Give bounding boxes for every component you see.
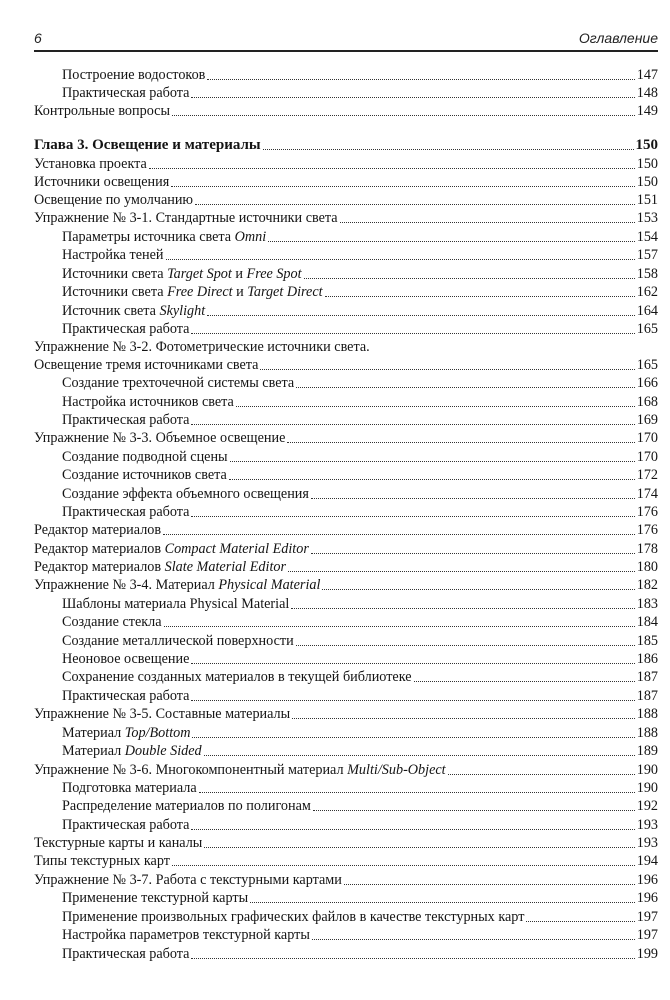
toc-entry-page: 147 <box>636 67 658 83</box>
toc-entry-title: Построение водостоков <box>62 67 206 83</box>
dot-leader <box>191 663 634 664</box>
dot-leader <box>191 97 634 98</box>
dot-leader <box>296 645 635 646</box>
toc-chapter-heading <box>34 136 658 154</box>
toc-entry-title: Упражнение № 3-3. Объемное освещение <box>34 430 286 446</box>
dot-leader <box>204 847 634 848</box>
dot-leader <box>191 829 634 830</box>
toc-entry-page: 170 <box>636 430 658 446</box>
toc-entry-page: 174 <box>636 486 658 502</box>
toc-entry-title: Практическая работа <box>62 504 190 520</box>
toc-entry-page: 151 <box>636 192 658 208</box>
toc-entry-page: 188 <box>636 706 658 722</box>
toc-entry-page: 165 <box>636 321 658 337</box>
toc-entry-title: Практическая работа <box>62 688 190 704</box>
dot-leader <box>322 589 634 590</box>
toc-entry-title: Материал Top/Bottom <box>62 725 191 741</box>
toc-entry <box>34 320 658 338</box>
dot-leader <box>288 571 635 572</box>
page-header <box>34 22 658 52</box>
toc-entry <box>34 84 658 102</box>
toc-entry-title: Создание стекла <box>62 614 162 630</box>
dot-leader <box>195 204 635 205</box>
toc-entry-page: 169 <box>636 412 658 428</box>
toc-entry <box>34 742 658 760</box>
toc-entry <box>34 650 658 668</box>
toc-entry-page: 194 <box>636 853 658 869</box>
dot-leader <box>207 79 634 80</box>
toc-entry-title: Источники освещения <box>34 174 170 190</box>
toc-entry <box>34 155 658 173</box>
toc-entry <box>34 871 658 889</box>
toc-entry-page: 185 <box>636 633 658 649</box>
toc-entry-title: Шаблоны материала Physical Material <box>62 596 290 612</box>
toc-entry <box>34 834 658 852</box>
toc-entry-title: Освещение тремя источниками света <box>34 357 259 373</box>
toc-entry <box>34 338 658 356</box>
toc-entry-title: Неоновое освещение <box>62 651 190 667</box>
toc-entry <box>34 945 658 963</box>
toc-entry-page: 190 <box>636 780 658 796</box>
dot-leader <box>268 241 635 242</box>
dot-leader <box>313 810 635 811</box>
dot-leader <box>192 737 634 738</box>
dot-leader <box>311 498 635 499</box>
toc-entry <box>34 374 658 392</box>
toc-entry <box>34 521 658 539</box>
dot-leader <box>260 369 634 370</box>
toc-entry <box>34 705 658 723</box>
dot-leader <box>191 424 634 425</box>
toc-entry-page: 197 <box>636 909 658 925</box>
toc-entry-title: Практическая работа <box>62 85 190 101</box>
toc-entry-page: 187 <box>636 669 658 685</box>
toc-entry <box>34 889 658 907</box>
toc-entry-title: Установка проекта <box>34 156 147 172</box>
toc-entry-title: Создание трехточечной системы света <box>62 375 295 391</box>
toc-entry <box>34 816 658 834</box>
dot-leader <box>163 534 635 535</box>
toc-entry-page: 168 <box>636 394 658 410</box>
toc-entry <box>34 173 658 191</box>
toc-entry-title: Практическая работа <box>62 412 190 428</box>
dot-leader <box>263 149 634 150</box>
toc-entry-title: Создание подводной сцены <box>62 449 228 465</box>
toc-entry-title: Создание эффекта объемного освещения <box>62 486 309 502</box>
toc-entry-title: Упражнение № 3-5. Составные материалы <box>34 706 291 722</box>
dot-leader <box>414 681 635 682</box>
toc-entry-title: Упражнение № 3-1. Стандартные источники света <box>34 210 338 226</box>
toc-entry-page: 190 <box>636 762 658 778</box>
toc-entry <box>34 779 658 797</box>
dot-leader <box>172 865 635 866</box>
dot-leader <box>311 553 635 554</box>
toc-entry-title: Упражнение № 3-7. Работа с текстурными картами <box>34 872 342 888</box>
toc-entry-title: Применение произвольных графических файлов в качестве текстурных карт <box>62 909 525 925</box>
toc-entry-page: 182 <box>636 577 658 593</box>
toc-entry <box>34 761 658 779</box>
dot-leader <box>171 186 634 187</box>
toc-entry-page: 157 <box>636 247 658 263</box>
toc-entry <box>34 393 658 411</box>
toc-entry-title: Настройка источников света <box>62 394 234 410</box>
toc-entry-page: 196 <box>636 890 658 906</box>
toc-entry-title: Создание источников света <box>62 467 227 483</box>
toc-entry-page: 197 <box>636 927 658 943</box>
toc-entry-title: Редактор материалов <box>34 522 162 538</box>
toc-entry <box>34 283 658 301</box>
toc-entry <box>34 687 658 705</box>
toc-entry-page: 150 <box>636 174 658 190</box>
dot-leader <box>229 479 635 480</box>
toc-entry-page: 199 <box>636 946 658 962</box>
toc-entry <box>34 668 658 686</box>
toc-entry-page: 154 <box>636 229 658 245</box>
toc-entry-title: Настройка параметров текстурной карты <box>62 927 310 943</box>
toc-entry-title: Практическая работа <box>62 946 190 962</box>
toc-entry-title: Контрольные вопросы <box>34 103 170 119</box>
dot-leader <box>204 755 635 756</box>
toc-entry <box>34 632 658 650</box>
toc-entry-title: Источники света Target Spot и Free Spot <box>62 266 302 282</box>
toc-entry-title: Подготовка материала <box>62 780 197 796</box>
dot-leader <box>172 115 635 116</box>
running-title: Оглавление <box>578 30 658 46</box>
dot-leader <box>191 958 634 959</box>
toc-entry-title: Редактор материалов Compact Material Editor <box>34 541 309 557</box>
toc-entry <box>34 724 658 742</box>
toc-entry-page: 148 <box>636 85 658 101</box>
toc-entry-page: 189 <box>636 743 658 759</box>
toc-entry-page: 178 <box>636 541 658 557</box>
toc-entry <box>34 503 658 521</box>
toc-entry-page: 165 <box>636 357 658 373</box>
dot-leader <box>207 315 635 316</box>
toc-entry <box>34 265 658 283</box>
dot-leader <box>344 884 635 885</box>
dot-leader <box>199 792 635 793</box>
toc-entry <box>34 466 658 484</box>
toc-entry <box>34 797 658 815</box>
toc-entry <box>34 356 658 374</box>
toc-entry-page: 164 <box>636 303 658 319</box>
toc-entry <box>34 228 658 246</box>
toc-entry-title: Практическая работа <box>62 321 190 337</box>
toc-entry-title: Упражнение № 3-6. Многокомпонентный материал Multi/Sub-Object <box>34 762 446 778</box>
toc-entry-page: 187 <box>636 688 658 704</box>
toc-entry <box>34 852 658 870</box>
toc-entry-page: 158 <box>636 266 658 282</box>
dot-leader <box>191 700 634 701</box>
toc-entry-title: Сохранение созданных материалов в текущей библиотеке <box>62 669 412 685</box>
toc-entry-title: Упражнение № 3-2. Фотометрические источники света. <box>34 339 370 355</box>
toc-entry <box>34 926 658 944</box>
toc-entry-page: 176 <box>636 522 658 538</box>
toc-entry-page: 150 <box>636 156 658 172</box>
toc-entry-title: Распределение материалов по полигонам <box>62 798 311 814</box>
header-rule <box>34 50 658 52</box>
toc-entry-page: 192 <box>636 798 658 814</box>
dot-leader <box>292 718 635 719</box>
dot-leader <box>236 406 635 407</box>
toc-entry-page: 188 <box>636 725 658 741</box>
toc-entry <box>34 302 658 320</box>
dot-leader <box>191 516 634 517</box>
dot-leader <box>191 333 634 334</box>
dot-leader <box>166 259 635 260</box>
toc-entry <box>34 485 658 503</box>
toc-entry-title: Глава 3. Освещение и материалы <box>34 137 261 153</box>
toc-entry-page: 196 <box>636 872 658 888</box>
toc-entry-title: Настройка теней <box>62 247 164 263</box>
toc-entry-page: 170 <box>636 449 658 465</box>
dot-leader <box>164 626 635 627</box>
toc-entry-page: 162 <box>636 284 658 300</box>
dot-leader <box>250 902 635 903</box>
toc-entry-title: Текстурные карты и каналы <box>34 835 203 851</box>
dot-leader <box>296 387 635 388</box>
toc-entry <box>34 576 658 594</box>
toc-entry <box>34 66 658 84</box>
toc-entry-page: 149 <box>636 103 658 119</box>
toc-entry-title: Создание металлической поверхности <box>62 633 294 649</box>
toc-entry <box>34 246 658 264</box>
toc-entry <box>34 613 658 631</box>
toc-entry <box>34 558 658 576</box>
toc-entry <box>34 429 658 447</box>
toc-entry-title: Применение текстурной карты <box>62 890 249 906</box>
toc-entry-page: 193 <box>636 835 658 851</box>
toc-entry-page: 183 <box>636 596 658 612</box>
toc-entry-page: 184 <box>636 614 658 630</box>
dot-leader <box>230 461 635 462</box>
dot-leader <box>448 774 635 775</box>
toc-entry-page: 186 <box>636 651 658 667</box>
dot-leader <box>340 222 635 223</box>
toc-entry-title: Параметры источника света Omni <box>62 229 267 245</box>
toc-entry-title: Источник света Skylight <box>62 303 206 319</box>
toc-entry-page: 166 <box>636 375 658 391</box>
toc-entry <box>34 209 658 227</box>
page-number: 6 <box>34 30 42 46</box>
toc-entry-title: Освещение по умолчанию <box>34 192 194 208</box>
toc-entry-title: Упражнение № 3-4. Материал Physical Material <box>34 577 321 593</box>
toc-entry <box>34 191 658 209</box>
toc-entry <box>34 411 658 429</box>
dot-leader <box>287 442 634 443</box>
toc-entry <box>34 448 658 466</box>
toc-entry <box>34 540 658 558</box>
toc-entry-title: Практическая работа <box>62 817 190 833</box>
toc-entry-page: 193 <box>636 817 658 833</box>
toc-entry-title: Источники света Free Direct и Target Direct <box>62 284 323 300</box>
toc-entry <box>34 908 658 926</box>
toc-entry-page: 176 <box>636 504 658 520</box>
toc-entry <box>34 595 658 613</box>
toc-entry <box>34 102 658 120</box>
toc-entry-title: Типы текстурных карт <box>34 853 170 869</box>
dot-leader <box>526 921 634 922</box>
dot-leader <box>149 168 635 169</box>
dot-leader <box>291 608 634 609</box>
toc-entry-page: 180 <box>636 559 658 575</box>
dot-leader <box>325 296 635 297</box>
toc-entry-title: Материал Double Sided <box>62 743 202 759</box>
toc-entry-title: Редактор материалов Slate Material Editor <box>34 559 286 575</box>
toc-entry-page: 172 <box>636 467 658 483</box>
dot-leader <box>312 939 635 940</box>
dot-leader <box>304 278 635 279</box>
toc-entry-page: 150 <box>635 137 658 153</box>
toc-entry-page: 153 <box>636 210 658 226</box>
